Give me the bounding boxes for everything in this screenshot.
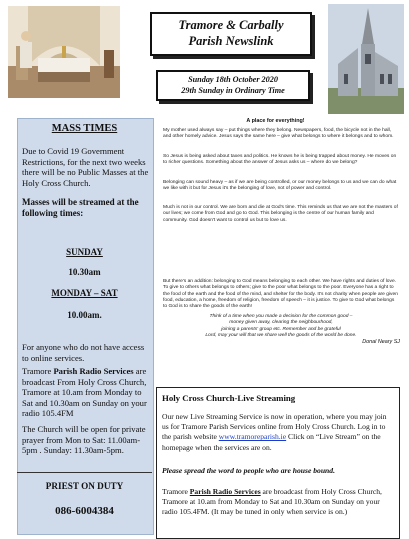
no-access-notice: For anyone who do not have access to online services. — [22, 342, 145, 363]
live-streaming-info — [162, 412, 394, 453]
weekday-time: 10.00am. — [67, 310, 102, 320]
reflection-paragraph-1: My mother used always say – put things where they belong. Newspapers, food, the bicycle not in the hall, and other homely advice. Jesus says the same here – give what belongs to where it belongs and to whom. — [163, 128, 394, 140]
live-radio-notice — [162, 487, 394, 518]
reflection-paragraph-2: So Jesus is being asked about taxes and politics. He knows he is being trapped about money. He moves on to richer questions. Something about the answer of Jesus asks us – where do we belong? — [163, 154, 397, 166]
reflection-title: A place for everything! — [246, 118, 305, 124]
live-info-text: Our new Live Streaming Service is now in operation, where you may join us for Tramore Parish Services online from Holy Cross Church. Log in to the parish website — [162, 412, 387, 442]
priest-divider — [17, 472, 152, 473]
reflection-prompt — [163, 314, 399, 339]
prompt-line-2: money given away, clearing the neighbourhood, — [229, 320, 333, 326]
spread-the-word: Please spread the word to people who are house bound. — [162, 466, 335, 475]
sunday-label: SUNDAY — [66, 247, 103, 257]
stream-notice: Masses will be streamed at the following times: — [22, 197, 139, 218]
private-prayer-notice: The Church will be open for private prayer from Mon to Sat: 11.00am-5pm . Sunday: 11.30am-5pm. — [22, 424, 146, 456]
prompt-line-3: joining a parents' group etc. Remember and be grateful — [221, 326, 341, 332]
parish-website-link[interactable]: www.tramoreparish.ie — [218, 432, 287, 442]
church-exterior-photo — [328, 4, 404, 114]
newsletter-title-line2: Parish Newslink — [188, 34, 274, 48]
priest-phone: 086-6004384 — [55, 505, 114, 517]
newsletter-date: Sunday 18th October 2020 — [188, 75, 278, 84]
live-radio-prefix: Tramore — [162, 487, 190, 496]
newsletter-date-box — [156, 70, 310, 101]
radio-prefix: Tramore — [22, 366, 54, 376]
radio-services-notice — [22, 366, 149, 419]
newsletter-title-line1: Tramore & Carbally — [178, 18, 284, 32]
liturgical-day: 29th Sunday in Ordinary Time — [181, 86, 285, 95]
sunday-time: 10.30am — [68, 267, 101, 277]
prompt-line-4: Lord, may your will that we share well the goods of the world be done. — [205, 332, 357, 338]
reflection-paragraph-4: Much is not in our control. We are born and die at God's time. This reminds us that we are not the masters of our lives; we come from God and go to God. This belonging is the centre of our human family and community. God doesn't want to control us but to love us. — [163, 205, 398, 223]
live-radio-services-label: Parish Radio Services — [189, 487, 261, 496]
covid-notice: Due to Covid 19 Government Restrictions, for the next two weeks there will be no Public Masses at the Holy Cross Church. — [22, 146, 149, 188]
newsletter-title-box — [150, 12, 312, 56]
live-streaming-title: Holy Cross Church-Live Streaming — [162, 393, 296, 403]
mass-times-heading: MASS TIMES — [51, 123, 118, 134]
reflection-paragraph-3: Belonging can sound heavy – as if we are being controlled, or our money belongs to us and we can do what we like with it but for Jesus it's the belonging of love, not of power and control. — [163, 180, 397, 192]
prompt-line-1: Think of a time when you made a decision for the common good – — [209, 314, 353, 319]
live-info-text-end: Click on “Live Stream” on the homepage when the services are on. — [162, 432, 381, 452]
weekday-label: MONDAY – SAT — [51, 288, 118, 298]
radio-details: are broadcast From Holy Cross Church, Tramore at 10.am from Monday to Sat and 10.30am on Sunday on your radio 105.4FM — [22, 366, 147, 419]
church-interior-photo — [8, 6, 120, 98]
priest-on-duty-heading: PRIEST ON DUTY — [45, 481, 124, 491]
live-radio-details: are broadcast from Holy Cross Church, Tramore at 10.am from Monday to Sat and 10.30am on Sunday on your radio 105.4FM. (It may be tuned in only when service is on.) — [162, 487, 382, 517]
reflection-signature: Donal Neary SJ — [362, 339, 400, 345]
reflection-paragraph-5: But there's an addition: belonging to God means belonging to each other. We have rights and duties of love. To give to others what belongs to others; give to the poor what belongs to the poor. Everyone has a right to the food of the earth and the food of the mind, and shelter for the body. It's not charity when people are given food, education, a home, freedom of religion, freedom of speech – it is justice. To give to God what belongs to God is to share the goods of the earth! — [163, 279, 398, 310]
radio-services-label: Parish Radio Services — [53, 366, 134, 376]
